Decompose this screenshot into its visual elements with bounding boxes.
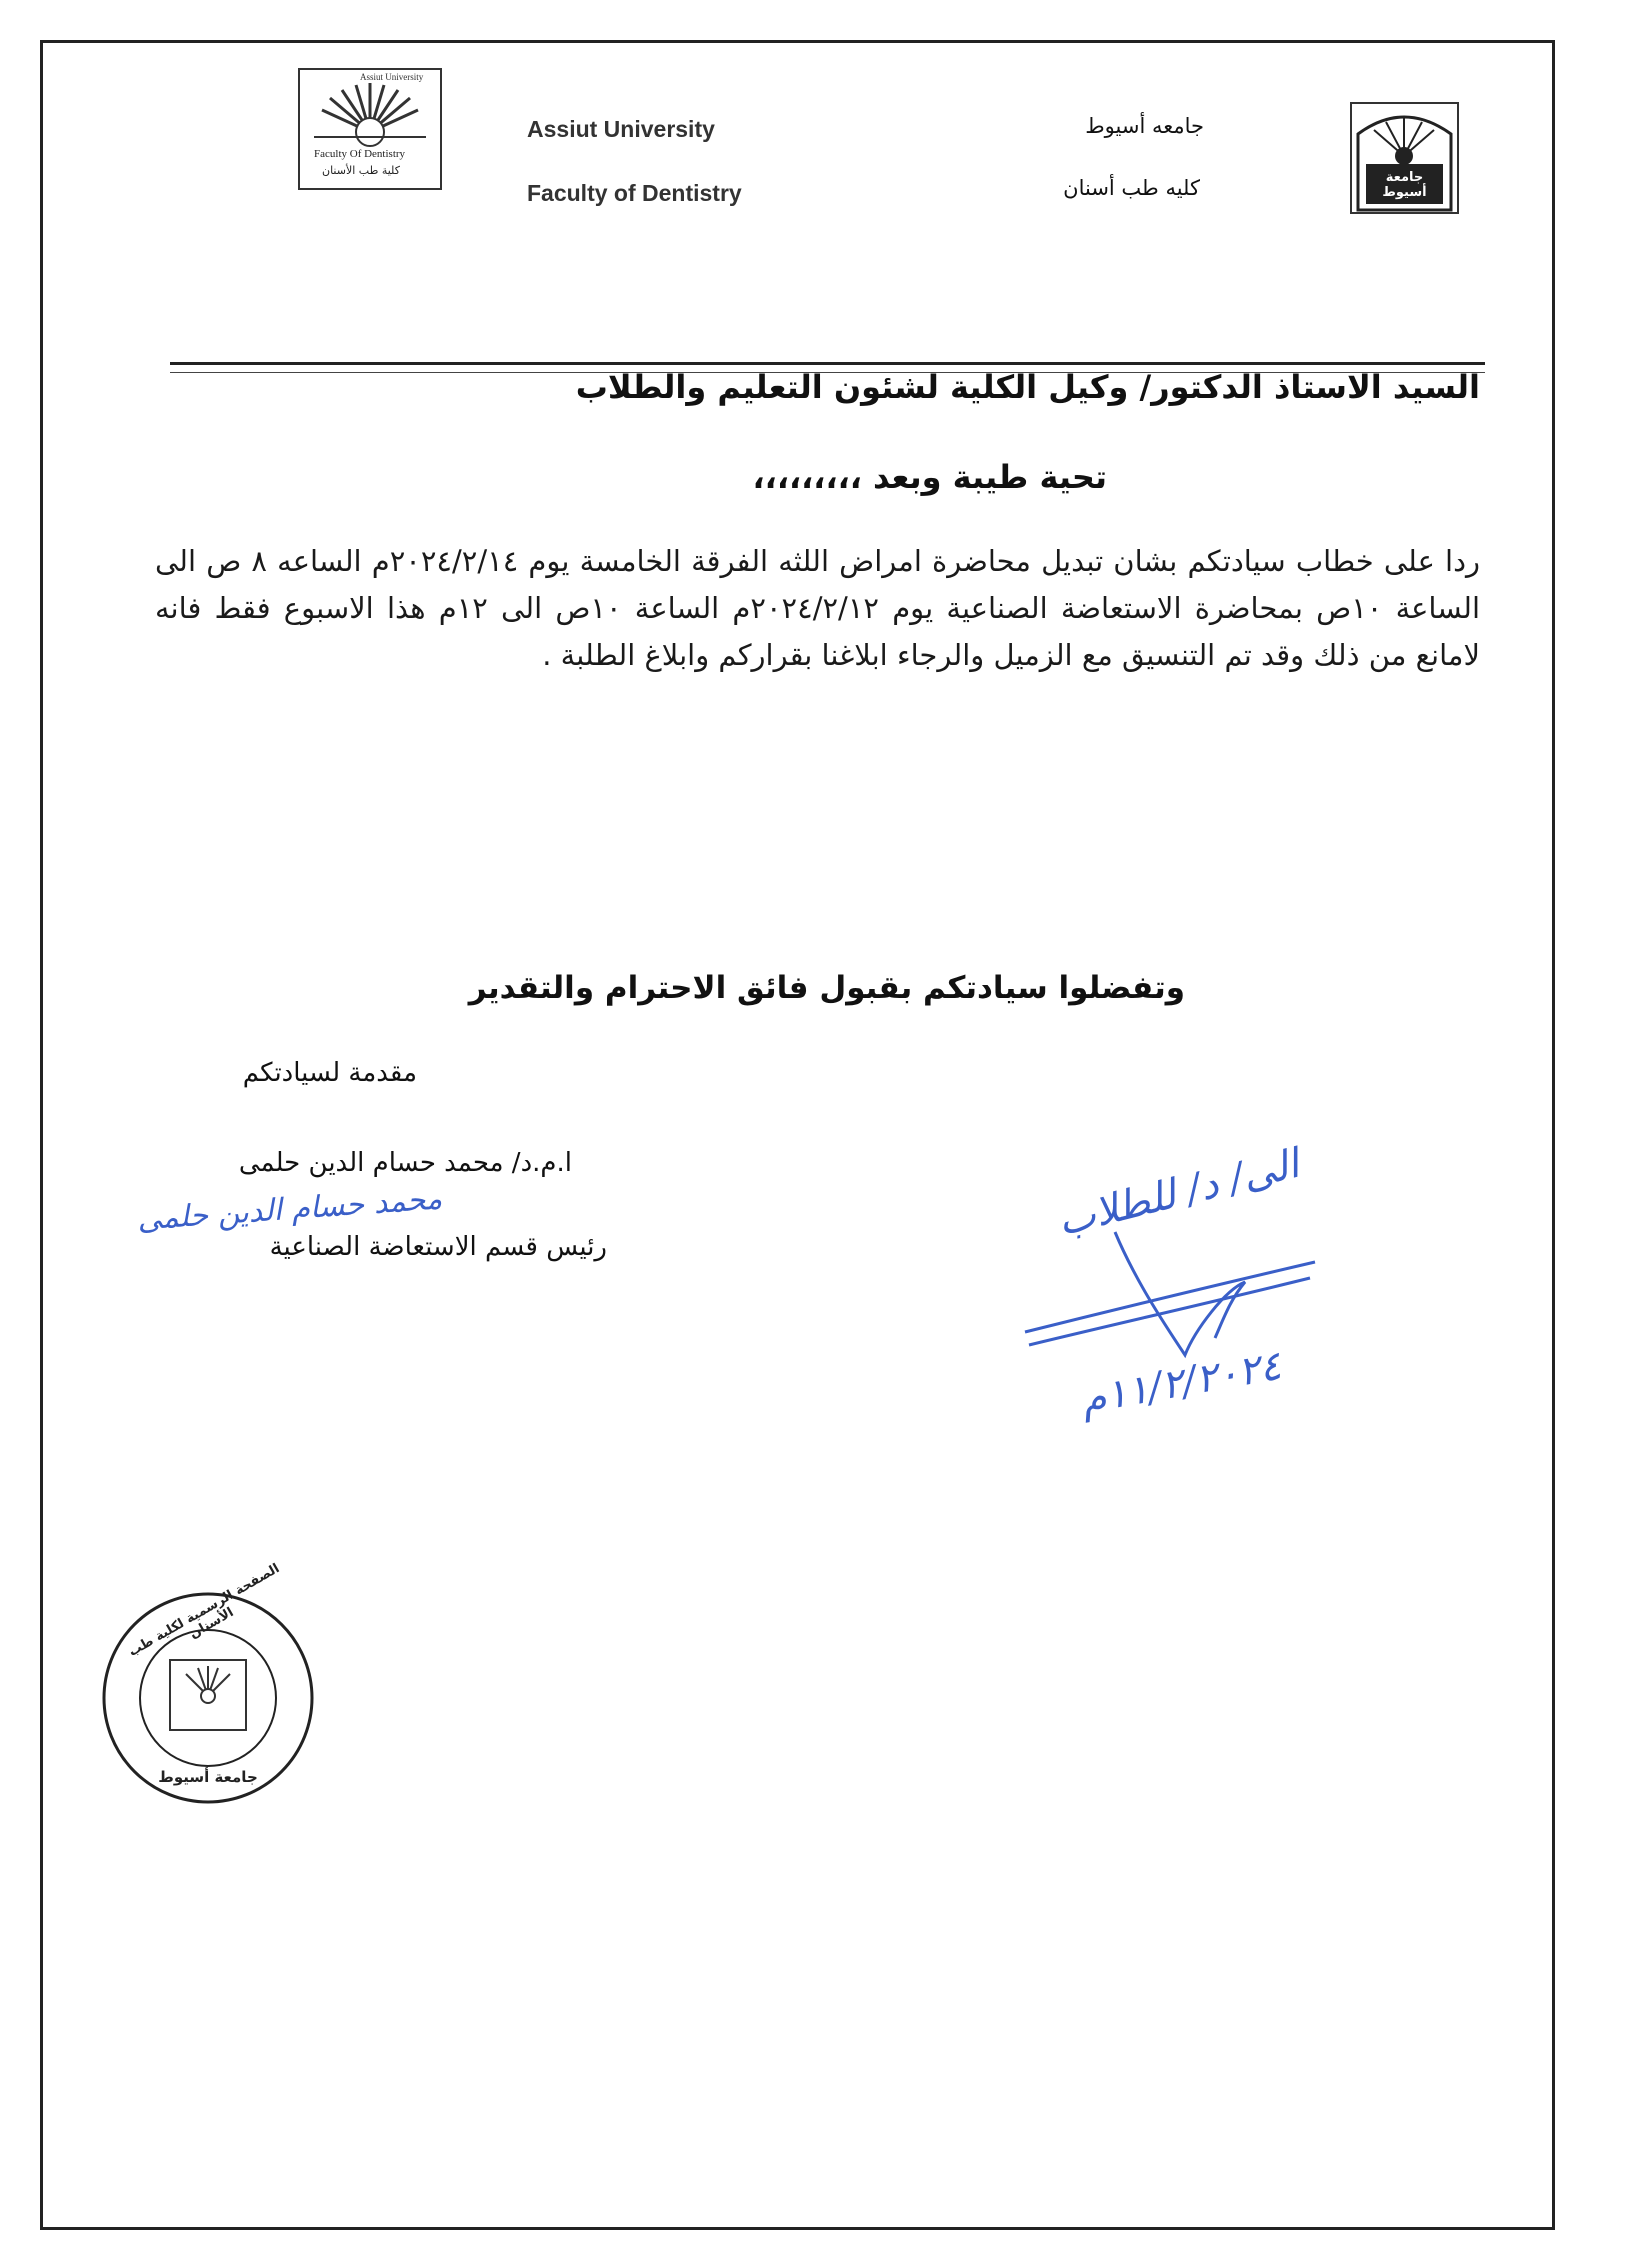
- handwritten-annotation: الى/ د/ للطلاب: [1053, 1140, 1304, 1246]
- signatory-title: رئيس قسم الاستعاضة الصناعية: [269, 1232, 607, 1262]
- university-name-ar: جامعه أسيوط: [1085, 114, 1204, 138]
- official-stamp: [98, 1561, 318, 1808]
- handwritten-approval-mark: [1015, 1220, 1325, 1370]
- letter-body: ردا على خطاب سيادتكم بشان تبديل محاضرة امراض اللثه الفرقة الخامسة يوم ٢٠٢٤/٢/١٤م الساعه ٨ ص الى الساعة ١٠ص بمحاضرة الاستعاضة الصناعية يوم ٢٠٢٤/٢/١٢م الساعة ١٠ص الى ١٢م هذا الاسبوع فقط فانه لامانع من ذلك وقد تم التنسيق مع الزميل والرجاء ابلاغنا بقراركم وابلاغ الطلبة .: [155, 544, 1481, 672]
- header-rule-thick: [170, 362, 1485, 365]
- left-logo-arabic-text: كلية طب الأسنان: [322, 164, 400, 177]
- submitted-to: مقدمة لسيادتكم: [242, 1058, 417, 1088]
- faculty-name-en: Faculty of Dentistry: [527, 180, 742, 206]
- right-logo-text: جامعة أسيوط: [1382, 170, 1427, 200]
- faculty-logo-left: [298, 68, 442, 190]
- left-logo-faculty-text: Faculty Of Dentistry: [314, 148, 406, 160]
- stamp-outer-text: الصفحة الرسمية لكلية طب الأسنان: [126, 1561, 283, 1660]
- closing-line: وتفضلوا سيادتكم بقبول فائق الاحترام والتقدير: [468, 970, 1185, 1006]
- handwritten-signature: محمد حسام الدين حلمى: [135, 1181, 443, 1238]
- handwritten-date: ١١/٢/٢٠٢٤م: [1077, 1342, 1285, 1424]
- university-name-en: Assiut University: [527, 116, 715, 142]
- university-logo-right: [1350, 102, 1459, 214]
- addressee: السيد الاستاذ الدكتور/ وكيل الكلية لشئون التعليم والطلاب: [575, 368, 1480, 406]
- signatory-name: ا.م.د/ محمد حسام الدين حلمى: [238, 1148, 572, 1178]
- faculty-name-ar: كليه طب أسنان: [1063, 176, 1200, 200]
- stamp-bottom-text: جامعة أسيوط: [158, 1768, 258, 1786]
- left-logo-arc-text: Assiut University: [360, 72, 424, 82]
- greeting: تحية طيبة وبعد ،،،،،،،،،: [752, 458, 1107, 496]
